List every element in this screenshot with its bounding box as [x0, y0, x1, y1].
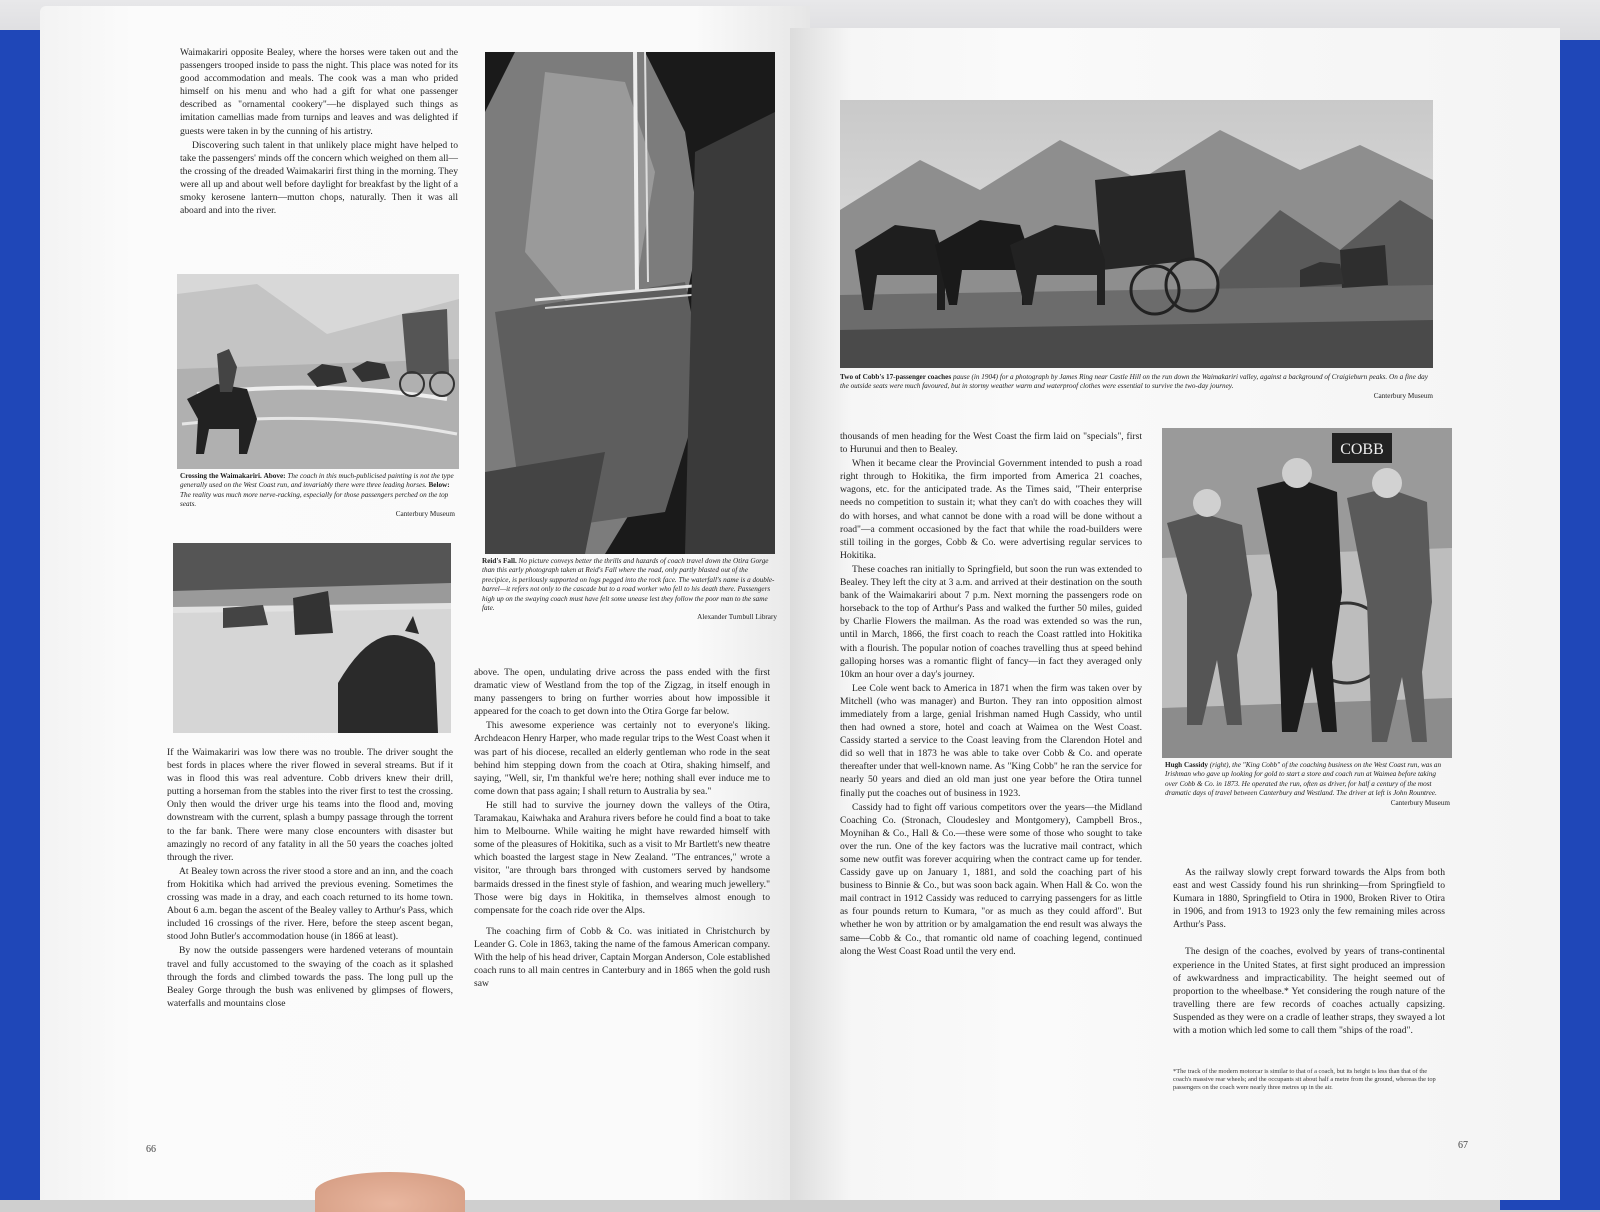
photo-credit: Canterbury Museum: [395, 509, 455, 518]
left-col1-top-text: [180, 46, 458, 218]
right-page: [790, 28, 1560, 1200]
photo-reids-fall-otira-gorge: [485, 52, 775, 554]
paragraph: As the railway slowly crept forward towards the Alps from both east and west Cassidy found his run shrinking—from Springfield to Kumara in 1880, Springfield to Otira in 1900, Broken River to Otira in 1906, and from 1913 to 1923 only the few remaining miles across Arthur's Pass.: [1173, 867, 1445, 931]
caption-crossing-waimakariri: [180, 472, 455, 519]
paragraph: The coaching firm of Cobb & Co. was initiated in Christchurch by Leander G. Cole in 1863, taking the name of the famous American company. With the help of his head driver, Captain Morgan Anderson, Cole established coach runs to all main centres in Canterbury and in 1865 when the gold rush saw: [474, 925, 770, 990]
right-col1-text: [840, 430, 1142, 959]
caption-text: No picture conveys better the thrills and hazards of coach travel down the Otira Gorge than this early photograph taken at Reid's Fall where the road, only partly blasted out of the precipice, is perilously supported on logs pegged into the rock face. The waterfall's name is a double-barrel—it refers not only to the cascade but to a road worker who fell to his death there. Passengers high up on the swaying coach must have felt some unease lest they follow the poor man to the same fate.: [482, 557, 775, 613]
caption-cobb-coaches: [840, 373, 1433, 401]
caption-title: Two of Cobb's 17-passenger coaches: [840, 373, 952, 381]
page-number-right: 67: [1458, 1140, 1468, 1151]
paragraph: At Bealey town across the river stood a store and an inn, and the coach from Hokitika which had arrived the previous evening. Sometimes the crossing was made in a dray, and each coach returned to its home town. About 6 a.m. began the ascent of the Bealey valley to Arthur's Pass, which included 16 crossings of the river. Here, before the steep ascent began, stood John Butler's accommodation house (in 1866 at least).: [167, 865, 453, 943]
photo-credit: Canterbury Museum: [1373, 391, 1433, 400]
caption-label: Above:: [263, 472, 286, 480]
caption-reids-fall: [482, 557, 777, 623]
photo-credit: Alexander Turnbull Library: [697, 613, 777, 622]
reader-fingers: [315, 1172, 465, 1212]
paragraph: This awesome experience was certainly not to everyone's liking. Archdeacon Henry Harper, who made regular trips to the West Coast when it was part of his diocese, recalled an elderly gentleman who rode in the seat behind him stepping down from the coach at Otira, shaking himself, and saying, "Well, sir, I'm thankful we're here; nothing shall ever induce me to come down that pass again; I shall return to Australia by sea.": [474, 720, 770, 797]
caption-text: The reality was much more nerve-racking, especially for those passengers perched on the top seats.: [180, 490, 449, 509]
paragraph: thousands of men heading for the West Coast the firm laid on "specials", first to Hurunui and then to Bealey.: [840, 431, 1142, 456]
caption-text: pause (in 1904) for a photograph by James Ring near Castle Hill on the run down the Waimakariri valley, against a background of Craigieburn peaks. On a fine day the outside seats were much favoured, but in stormy weather warm and waterproof clothes were essential to survive the two-day journey.: [840, 373, 1428, 391]
paragraph: The design of the coaches, evolved by years of trans-continental experience in the United States, at first sight produced an impression of awkwardness and impracticability. The height seemed out of proportion to the wheelbase.* Yet considering the rough nature of the travelling there are few records of coaches actually capsizing. Suspended as they were on a cradle of leather straps, they swayed a lot with a motion which led some to call them "ships of the road".: [1173, 946, 1445, 1037]
paragraph: Cassidy had to fight off various competitors over the years—the Midland Coaching Co. (Stronach, Cloudesley and Montgomery), Campbell Bros., Moynihan & Co., Hall & Co.—these were some of those who sought to take over the run. One of the key factors was the lucrative mail contract, which some new outfit was forever acquiring when the contract came up for tender. Cassidy gave up on January 1, 1881, and sold the coaching part of his business to Binnie & Co., but was soon back again. When Hall & Co. won the mail contract in 1912 Cassidy was reduced to carrying passengers for as little as four pounds return to Kumara, "or as much as they could afford". But whether he won by attrition or by amalgamation the end result was always the same—Cobb & Co., that romantic old name of coaching legend, continued along the West Coast Road until the very end.: [840, 801, 1142, 957]
paragraph: Waimakariri opposite Bealey, where the horses were taken out and the passengers trooped inside to pass the night. This place was noted for its good accommodation and meals. The cook was a man who prided himself on his menu and who had a gift for what one passenger described as "ornamental cookery"—he displayed such things as imitation camellias made from turnips and leaves and was delighted if guests were taken in by the cunning of his artistry.: [180, 47, 458, 137]
caption-text: (right), the "King Cobb" of the coaching business on the West Coast run, was an Irishman who gave up looking for gold to start a store and coach run at Waimea before taking over Cobb & Co. in 1873. He operated the run, often as driver, for half a century of the most dramatic days of travel between Canterbury and Westland. The driver at left is John Rountree.: [1165, 761, 1442, 798]
paragraph: Discovering such talent in that unlikely place might have helped to take the passengers' minds off the concern which weighed on them all—the crossing of the dreaded Waimakariri first thing in the morning. They were all up and about well before daylight for breakfast by the light of a smoky kerosene lantern—mutton chops, naturally. Then it was all aboard and into the river.: [180, 139, 458, 217]
paragraph: He still had to survive the journey down the valleys of the Otira, Taramakau, Kaiwhaka and Arahura rivers before he could find a boat to take him to Melbourne. While waiting he might have rewarded himself with some of the pleasures of Hokitika, such as a visit to Mr Bartlett's new theatre which boasted the largest stage in New Zealand. "The entrances," wrote a visitor, "are through bars thronged with customers served by handsome barmaids dressed in the finest style of fashion, and wearing much jewellery." Those were big days in Hokitika, in themselves almost enough to compensate for the coach ride over the Alps.: [474, 799, 770, 916]
paragraph: These coaches ran initially to Springfield, but soon the run was extended to Bealey. They left the city at 3 a.m. and arrived at their destination on the south bank of the Waimakariri about 7 p.m. Next morning the passengers rode on horseback to the top of Arthur's Pass and walked the further 50 miles, guided by Charlie Flowers the mailman. As the road was extended so was the run, until in March, 1866, the first coach to reach the Coast rattled into Hokitika with a flourish. The popular notion of coaches travelling thus at speed behind galloping horses was a romantic flight of fancy—in fact they averaged only 10km an hour over a day's journey.: [840, 563, 1142, 680]
footnote: *The track of the modern motorcar is similar to that of a coach, but its height is less than that of the coach's massive rear wheels; and the occupants sit about half a metre from the ground, whereas the top passengers on the coach were nearly three metres up in the air.: [1173, 1068, 1436, 1092]
caption-title: Reid's Fall.: [482, 557, 517, 565]
left-col1-bottom-text: [167, 746, 453, 1011]
paragraph: above. The open, undulating drive across the pass ended with the first dramatic view of Westland from the top of the Zigzag, in itself enough in many passengers to bring on further worries about how impossible it appeared for the coach to get down into the Otira Gorge far below.: [474, 667, 770, 718]
left-col2-text: [474, 666, 770, 991]
paragraph: By now the outside passengers were hardened veterans of mountain travel and fully accustomed to the swaying of the coach as it splashed through the fords and climbed towards the pass. The long pull up the Bealey Gorge through the bush was enlivened by glimpses of flowers, waterfalls and mountains close: [167, 945, 453, 1009]
caption-title: Hugh Cassidy: [1165, 761, 1208, 769]
paragraph: Lee Cole went back to America in 1871 when the firm was taken over by Mitchell (who was manager) and Burton. They ran into opposition almost immediately from a large, genial Irishman named Hugh Cassidy, who until then had owned a store, hotel and coach at Waimea on the West Coast. Cassidy started a service to the Coast leaving from the Clarendon Hotel and did so well that in 1873 he was able to take over Cobb & Co. and operate thereafter under that well-known name. As "King Cobb" he ran the service for nearly 50 years and died an old man just one year before the Otira tunnel finally put the coaches out of business in 1923.: [840, 682, 1142, 799]
painting-crossing-waimakariri: [177, 274, 459, 469]
photo-cobb-coaches: [840, 100, 1433, 368]
left-page: [40, 6, 810, 1200]
paragraph: If the Waimakariri was low there was no trouble. The driver sought the best fords in places where the river flowed in several streams. But if it was in flood this was real adventure. Cobb drivers knew their drill, putting a horseman from the stables into the river first to test the crossing. Only then would the driver urge his teams into the flood and, moving downstream with the current, splash a bumpy passage through the torrent to the far bank. There were many close encounters with disaster but amazingly no record of any fatality in all the 50 years the coaches jolted through the river.: [167, 747, 453, 863]
right-col2-text: [1173, 866, 1445, 1038]
photo-credit: Canterbury Museum: [1390, 798, 1450, 807]
photo-coach-in-river: [173, 543, 451, 733]
caption-label: Below:: [428, 481, 450, 490]
caption-title: Crossing the Waimakariri.: [180, 472, 262, 480]
photo-hugh-cassidy-drivers: [1162, 428, 1452, 758]
sign-text: COBB: [1340, 441, 1384, 458]
caption-hugh-cassidy: [1165, 761, 1450, 808]
caption-text: The coach in this much-publicised painting is not the type generally used on the West Coast run, and invariably there were three leading horses.: [180, 472, 454, 490]
page-number-left: 66: [146, 1144, 156, 1155]
paragraph: When it became clear the Provincial Government intended to push a road right through to Hokitika, the firm imported from America 21 coaches, wagons, etc. for the anticipated trade. As the Times said, "Their enterprise needs no competition to sustain it; what they can't do with coaches they will do with horses, and what cannot be done with a road will be done without a road"—a comment occasioned by the fact that while the road-builders were still toiling in the gorges, Cobb & Co. were advertising regular services to Hokitika.: [840, 458, 1142, 561]
